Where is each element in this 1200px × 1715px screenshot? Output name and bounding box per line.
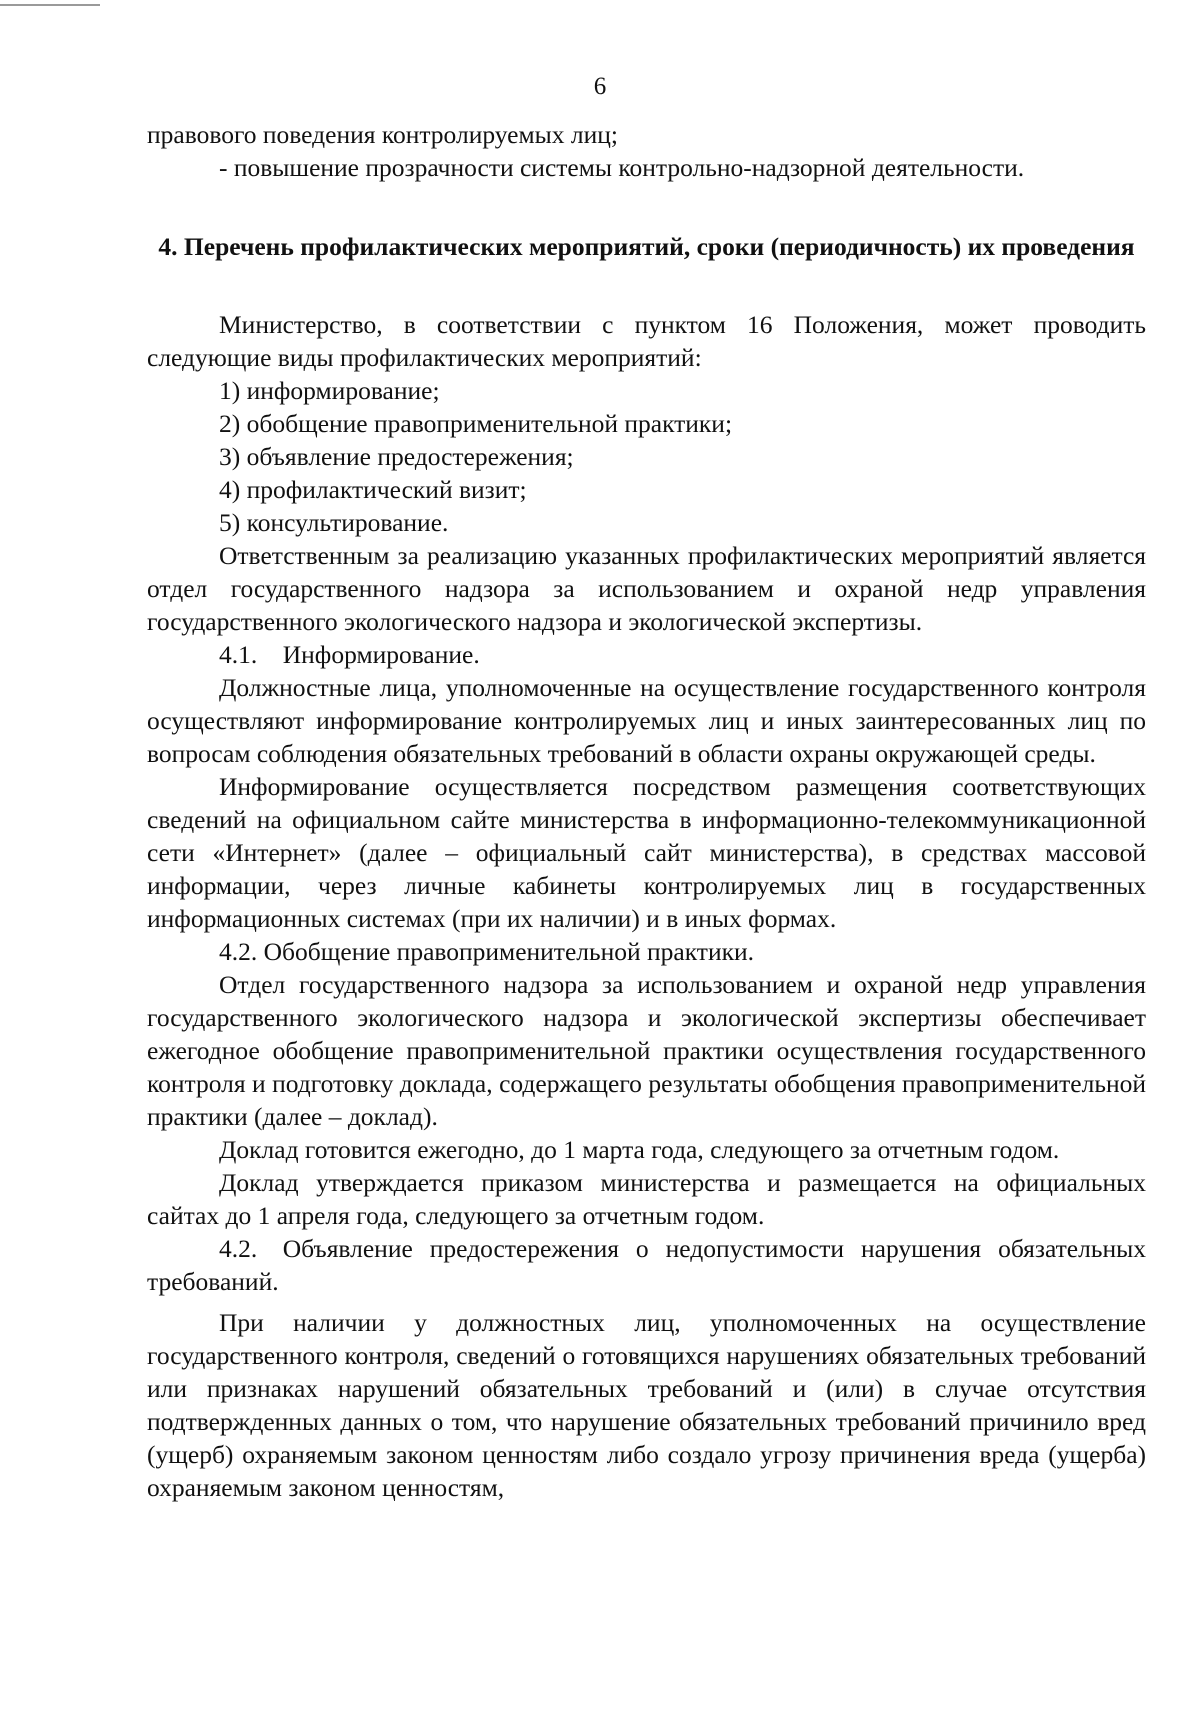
paragraph-warning-conditions: При наличии у должностных лиц, уполномоченных на осуществление государственного контроля, сведений о готовящихся нарушениях обязательных требований или признаках нарушений обязательных требований и (или) в случае отсутствия подтвержденных данных о том, что нарушение обязательных требований причинило вред (ущерб) охраняемым законом ценностям либо создало угрозу причинения вреда (ущерба) охраняемым законом ценностям, [147,1308,1146,1502]
list-item: 5) консультирование. [219,508,449,537]
list-item: 4) профилактический визит; [219,475,527,504]
section-heading: 4. Перечень профилактических мероприятий, сроки (периодичность) их проведения [158,232,1135,261]
document-body [147,118,1146,1504]
paragraph-continuation: правового поведения контролируемых лиц; [147,120,618,149]
list-item: 1) информирование; [219,376,440,405]
paragraph-informing-channels: Информирование осуществляется посредством размещения соответствующих сведений на официальном сайте министерства в информационно-телекоммуникационной сети «Интернет» (далее – официальный сайт министерства), в средствах массовой информации, через личные кабинеты контролируемых лиц в государственных информационных системах (при их наличии) и в иных формах. [147,772,1146,933]
paragraph-ministry-measures: Министерство, в соответствии с пунктом 16 Положения, может проводить следующие виды профилактических мероприятий: [147,310,1146,372]
subsection-warning: 4.2. Объявление предостережения о недопустимости нарушения обязательных требований. [147,1234,1146,1296]
subsection-informing: 4.1. Информирование. [219,640,480,669]
subsection-generalization: 4.2. Обобщение правоприменительной практики. [219,937,755,966]
paragraph-transparency: - повышение прозрачности системы контрольно-надзорной деятельности. [219,153,1025,182]
paragraph-responsible: Ответственным за реализацию указанных профилактических мероприятий является отдел государственного надзора за использованием и охраной недр управления государственного экологического надзора и экологической экспертизы. [147,541,1146,636]
scan-edge-mark [0,4,100,6]
paragraph-officials-informing: Должностные лица, уполномоченные на осуществление государственного контроля осуществляют информирование контролируемых лиц и иных заинтересованных лиц по вопросам соблюдения обязательных требований в области охраны окружающей среды. [147,673,1146,768]
list-item: 3) объявление предостережения; [219,442,574,471]
list-item: 2) обобщение правоприменительной практики; [219,409,733,438]
page-number: 6 [593,73,607,100]
paragraph-report-deadline: Доклад готовится ежегодно, до 1 марта года, следующего за отчетным годом. [219,1135,1060,1164]
paragraph-department-report: Отдел государственного надзора за использованием и охраной недр управления государственного экологического надзора и экологической экспертизы обеспечивает ежегодное обобщение правоприменительной практики осуществления государственного контроля и подготовку доклада, содержащего результаты обобщения правоприменительной практики (далее – доклад). [147,970,1146,1131]
paragraph-report-approval: Доклад утверждается приказом министерства и размещается на официальных сайтах до 1 апреля года, следующего за отчетным годом. [147,1168,1146,1230]
